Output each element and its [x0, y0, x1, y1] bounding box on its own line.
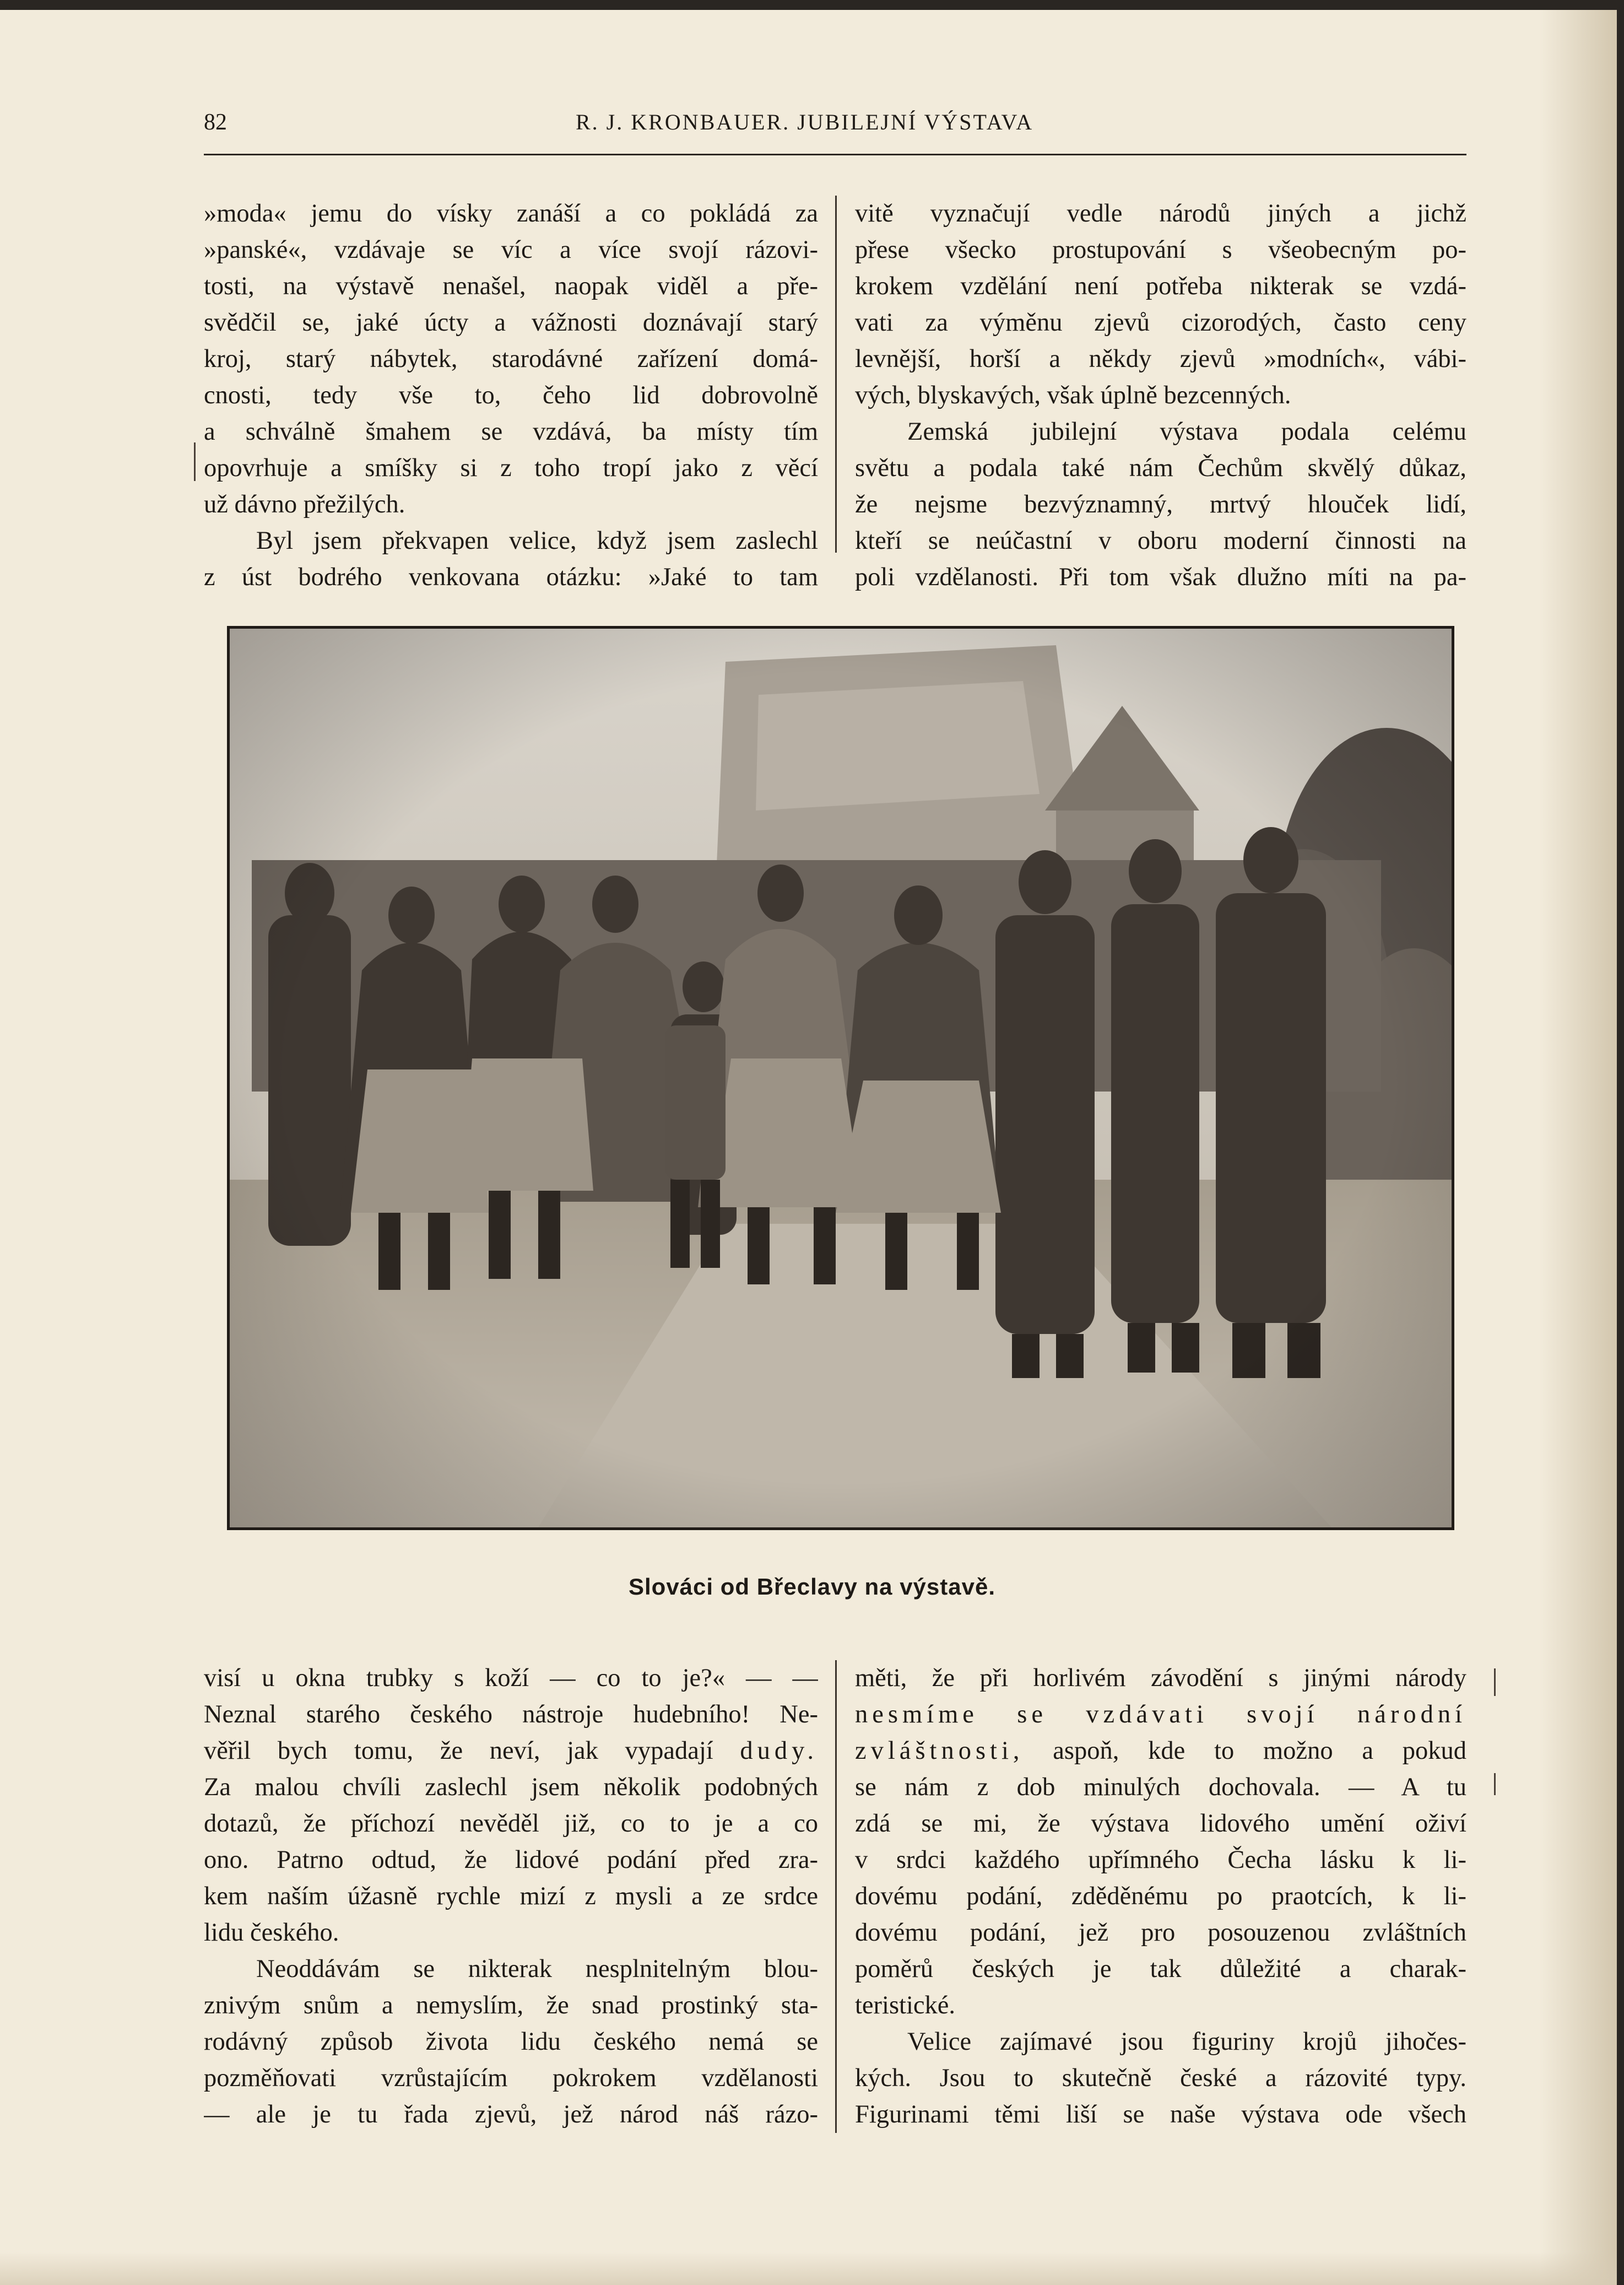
page-number: 82 — [204, 110, 227, 135]
header-rule — [204, 154, 1466, 155]
text-line: tosti, na výstavě nenašel, naopak viděl a pře- — [204, 272, 818, 300]
text-line: nesmíme se vzdávati svojí národní — [855, 1700, 1466, 1728]
column-rule-bottom — [835, 1660, 837, 2133]
text-line: že nejsme bezvýznamný, mrtvý hlouček lidí, — [855, 490, 1466, 518]
text-line: dovému podání, zděděnému po praotcích, k li- — [855, 1882, 1466, 1910]
text-line: lidu českého. — [204, 1919, 339, 1947]
running-head: R. J. KRONBAUER. JUBILEJNÍ VÝSTAVA — [576, 110, 1034, 134]
margin-pencil-mark — [1494, 1668, 1496, 1696]
text-line: opovrhuje a smíšky si z toho tropí jako z věcí — [204, 454, 818, 482]
text-fragment: věřil bych tomu, že neví, jak vypadají — [204, 1737, 713, 1765]
text-line: už dávno přežilých. — [204, 490, 405, 518]
text-line: vitě vyznačují vedle národů jiných a jichž — [855, 199, 1466, 228]
text-line: kých. Jsou to skutečně české a rázovité typy. — [855, 2064, 1466, 2092]
top-left-column — [204, 196, 818, 596]
text-line — [855, 1733, 1466, 1769]
text-line: rodávný způsob života lidu českého nemá se — [204, 2028, 818, 2056]
text-line: dovému podání, jež pro posouzenou zvláštních — [855, 1919, 1466, 1947]
group-photograph — [227, 626, 1454, 1530]
text-line: »panské«, vzdávaje se víc a více svojí rázovi- — [204, 236, 818, 264]
text-line: dotazů, že příchozí nevěděl již, co to je a co — [204, 1809, 818, 1838]
text-line: z úst bodrého venkovana otázku: »Jaké to tam — [204, 563, 818, 591]
text-line: cnosti, tedy vše to, čeho lid dobrovolně — [204, 381, 818, 409]
text-line: Velice zajímavé jsou figuriny krojů jihočes- — [907, 2028, 1466, 2056]
text-line: poměrů českých je tak důležité a charak- — [855, 1955, 1466, 1983]
text-line: světu a podala také nám Čechům skvělý důkaz, — [855, 454, 1466, 482]
text-line: svědčil se, jaké úcty a vážnosti doznávají starý — [204, 309, 818, 337]
page-gutter-shadow — [1540, 10, 1617, 2285]
text-line: krokem vzdělání není potřeba nikterak se vzdá- — [855, 272, 1466, 300]
bottom-right-column — [855, 1660, 1466, 2133]
text-line: kteří se neúčastní v oboru moderní činnosti na — [855, 527, 1466, 555]
margin-pencil-mark — [194, 442, 196, 481]
text-fragment: aspoň, kde to možno a pokud — [1053, 1737, 1466, 1765]
text-line: ono. Patrno odtud, že lidové podání před zra- — [204, 1846, 818, 1874]
text-line: znivým snům a nemyslím, že snad prostinký sta- — [204, 1991, 818, 2019]
text-line: se nám z dob minulých dochovala. — A tu — [855, 1773, 1466, 1801]
book-page — [0, 10, 1617, 2285]
text-line: a schválně šmahem se vzdává, ba místy tím — [204, 418, 818, 446]
text-line: vati za výměnu zjevů cizorodých, často ceny — [855, 309, 1466, 337]
text-line: kroj, starý nábytek, starodávné zařízení domá- — [204, 345, 818, 373]
bottom-left-column — [204, 1660, 818, 2133]
text-line: Zemská jubilejní výstava podala celému — [907, 418, 1466, 446]
page-bottom-shade — [0, 2252, 1617, 2285]
text-line: visí u okna trubky s koží — co to je?« — — — [204, 1664, 818, 1692]
text-line: poli vzdělanosti. Při tom však dlužno míti na pa- — [855, 563, 1466, 591]
text-line: vých, blyskavých, však úplně bezcenných. — [855, 381, 1291, 409]
text-line: přese všecko prostupování s všeobecným po- — [855, 236, 1466, 264]
spaced-word: zvláštnosti, — [855, 1737, 1024, 1765]
column-rule-top — [835, 196, 837, 553]
figure-caption: Slováci od Břeclavy na výstavě. — [628, 1574, 996, 1600]
text-line: v srdci každého upřímného Čecha lásku k li- — [855, 1846, 1466, 1874]
spaced-word: dudy. — [740, 1737, 818, 1765]
text-line: »moda« jemu do vísky zanáší a co pokládá za — [204, 199, 818, 228]
text-line: Za malou chvíli zaslechl jsem několik podobných — [204, 1773, 818, 1801]
text-line: zdá se mi, že výstava lidového umění oživí — [855, 1809, 1466, 1838]
text-line: kem naším úžasně rychle mizí z mysli a ze srdce — [204, 1882, 818, 1910]
text-line: — ale je tu řada zjevů, jež národ náš rázo- — [204, 2100, 818, 2129]
text-line: levnější, horší a někdy zjevů »modních«, vábi- — [855, 345, 1466, 373]
text-line: měti, že při horlivém závodění s jinými národy — [855, 1664, 1466, 1692]
text-line: Neznal starého českého nástroje hudebního! Ne- — [204, 1700, 818, 1728]
text-line — [204, 1733, 818, 1769]
text-line: Neoddávám se nikterak nesplnitelným blou- — [256, 1955, 818, 1983]
photograph-image — [230, 629, 1452, 1527]
margin-pencil-mark — [1494, 1773, 1496, 1795]
top-right-column — [855, 196, 1466, 596]
text-line: pozměňovati vzrůstajícím pokrokem vzdělanosti — [204, 2064, 818, 2092]
text-line: teristické. — [855, 1991, 956, 2019]
text-line: Figurinami těmi liší se naše výstava ode všech — [855, 2100, 1466, 2129]
text-line: Byl jsem překvapen velice, když jsem zaslechl — [256, 527, 818, 555]
